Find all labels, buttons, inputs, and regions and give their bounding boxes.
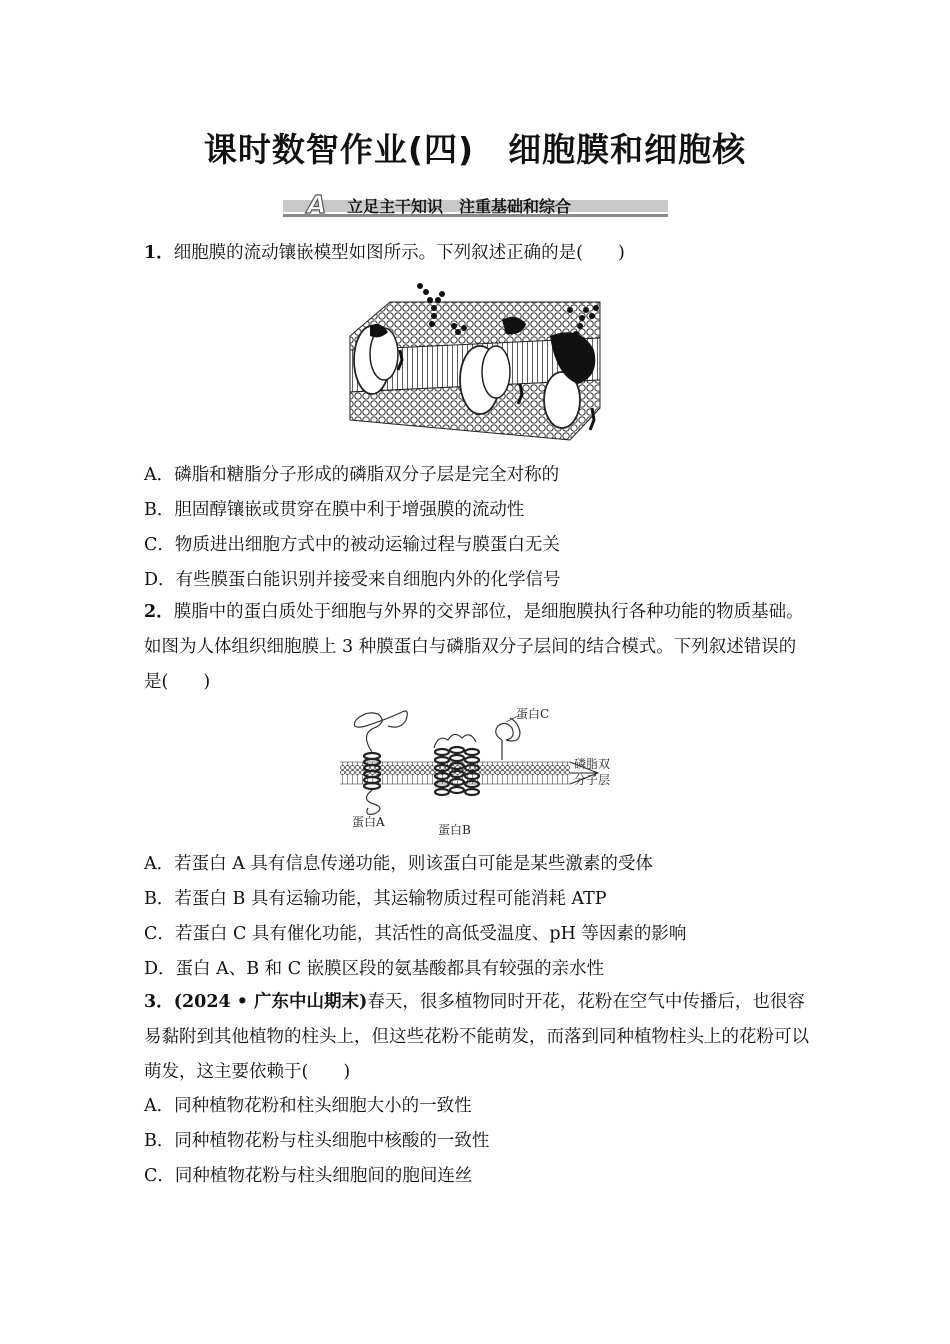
question-1-option-b[interactable]: B．胆固醇镶嵌或贯穿在膜中利于增强膜的流动性 [144, 500, 525, 520]
section-banner-text: 立足主干知识 注重基础和综合 [347, 197, 572, 216]
bilayer-label-line1: 磷脂双 [574, 757, 611, 771]
question-3-stem: 3．(2024 • 广东中山期末)春天，很多植物同时开花，花粉在空气中传播后，也很容易黏附到其他植物的柱头上，但这些花粉不能萌发，而落到同种植物柱头上的花粉可以萌发，这主要依赖于( ) [144, 992, 809, 1082]
protein-b-label: 蛋白B [438, 823, 471, 837]
question-3-option-c[interactable]: C．同种植物花粉与柱头细胞间的胞间连丝 [144, 1166, 473, 1186]
question-2-option-b[interactable]: B．若蛋白 B 具有运输功能，其运输物质过程可能消耗 ATP [144, 889, 607, 909]
question-3-source: (2024 • 广东中山期末) [173, 992, 368, 1012]
question-3-option-a[interactable]: A．同种植物花粉和柱头细胞大小的一致性 [144, 1096, 472, 1116]
section-banner [283, 192, 668, 222]
page-title: 课时数智作业(四) 细胞膜和细胞核 [203, 130, 747, 169]
question-3-option-b[interactable]: B．同种植物花粉与柱头细胞中核酸的一致性 [144, 1131, 490, 1151]
question-1-option-c[interactable]: C．物质进出细胞方式中的被动运输过程与膜蛋白无关 [144, 535, 560, 555]
section-badge: A [307, 190, 327, 219]
bilayer-label-line2: 分子层 [574, 773, 611, 787]
question-2-option-a[interactable]: A．若蛋白 A 具有信息传递功能，则该蛋白可能是某些激素的受体 [144, 854, 653, 874]
protein-a-label: 蛋白A [352, 815, 385, 829]
question-2-option-d[interactable]: D．蛋白 A、B 和 C 嵌膜区段的氨基酸都具有较强的亲水性 [144, 959, 605, 979]
question-1-option-a[interactable]: A．磷脂和糖脂分子形成的磷脂双分子层是完全对称的 [144, 465, 560, 485]
membrane-protein-figure [330, 704, 630, 840]
protein-c-label: 蛋白C [516, 707, 550, 721]
question-2-option-c[interactable]: C．若蛋白 C 具有催化功能，其活性的高低受温度、pH 等因素的影响 [144, 924, 687, 944]
fluid-mosaic-model-figure [330, 280, 620, 452]
question-1-option-d[interactable]: D．有些膜蛋白能识别并接受来自细胞内外的化学信号 [144, 570, 561, 590]
question-1-stem: 1．细胞膜的流动镶嵌模型如图所示。下列叙述正确的是( ) [144, 243, 625, 263]
question-2-stem: 2．膜脂中的蛋白质处于细胞与外界的交界部位，是细胞膜执行各种功能的物质基础。如图为人体组织细胞膜上 3 种膜蛋白与磷脂双分子层间的结合模式。下列叙述错误的是( ) [144, 602, 804, 692]
